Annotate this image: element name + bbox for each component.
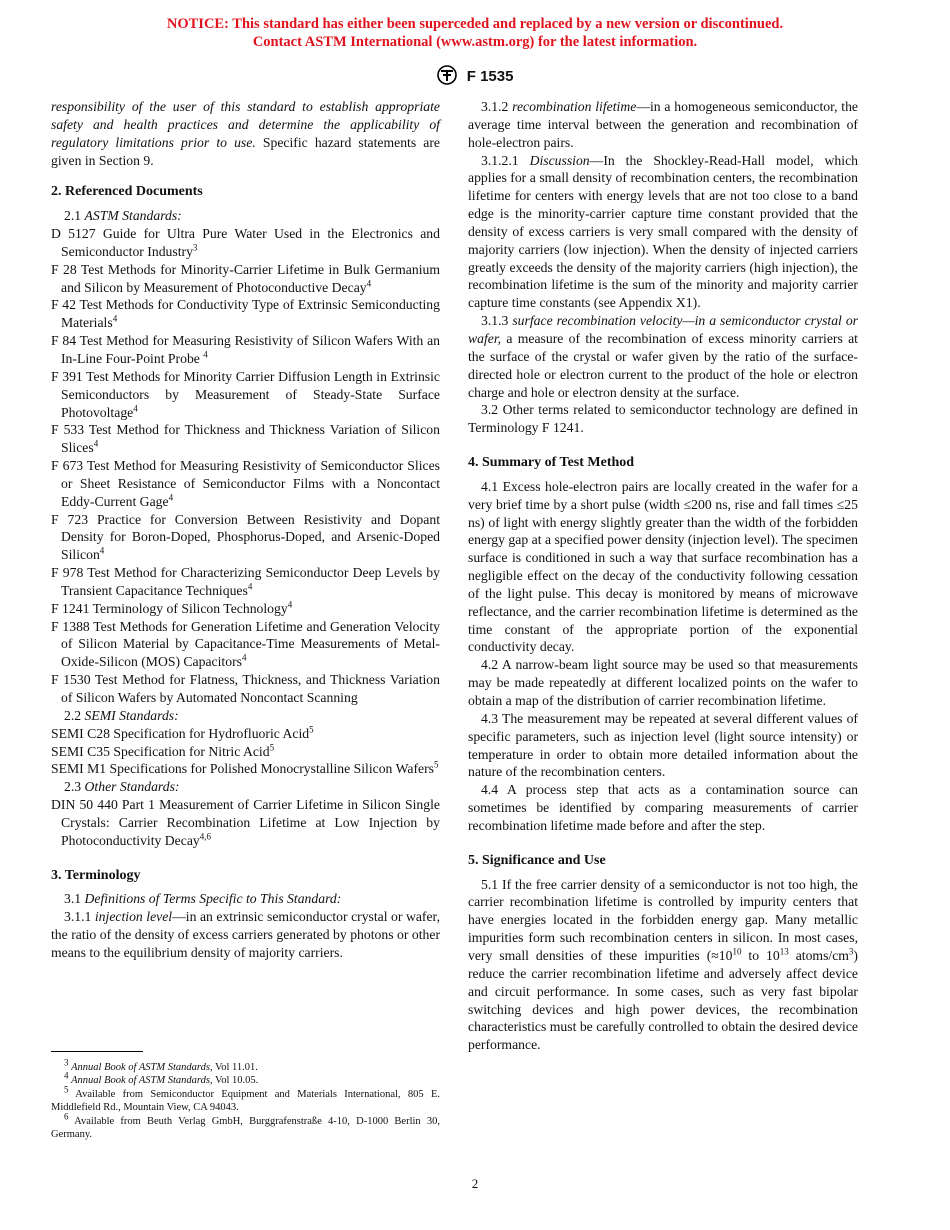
definition-surface-recombination: 3.1.3 surface recombination velocity—in a semiconductor crystal or wafer, a measure of the recombination of excess minority carriers at the surface of the crystal or wafer given by the ratio of the surface-directed hole or electron current to the product of the hole or electron charge and hole or electron density at the surface. [468,313,858,400]
reference-item: SEMI C28 Specification for Hydrofluoric Acid$^5$ [51,724,314,741]
definition-injection-level: 3.1.1 injection level—in an extrinsic semiconductor crystal or wafer, the ratio of the density of excess carriers generated by photons or other means to the equilibrium density of majority carriers. [51,909,440,960]
reference-item: SEMI M1 Specifications for Polished Monocrystalline Silicon Wafers$^5$ [51,759,439,777]
astm-logo-icon [437,65,457,89]
right-column [468,98,858,1054]
reference-item: F 28 Test Methods for Minority-Carrier Lifetime in Bulk Germanium and Silicon by Measurement of Photoconductive Decay$^4$ [51,261,440,295]
intro-paragraph: responsibility of the user of this standard to establish appropriate safety and health practices and determine the applicability of regulatory limitations prior to use. Specific hazard statements are given in Section 9. [51,99,440,168]
semi-reference-list [51,725,440,779]
notice-banner [0,15,950,51]
reference-item: F 723 Practice for Conversion Between Resistivity and Dopant Density for Boron-Doped, Phosphorus-Doped, and Arsenic-Doped Silicon$^4$ [51,511,440,563]
notice-line-1: NOTICE: This standard has either been superceded and replaced by a new version or discontinued. [166,16,784,32]
section-3-heading: 3. Terminology [51,867,141,883]
reference-item: F 1530 Test Method for Flatness, Thickness, and Thickness Variation of Silicon Wafers by Automated Noncontact Scanning [51,672,440,705]
paragraph-4-4: 4.4 A process step that acts as a contamination source can sometimes be identified by comparing measurements of carrier recombination lifetime made before and after the step. [468,782,858,833]
subsection-2-3: 2.3 Other Standards: [64,779,180,795]
footnote-item: $^5$ Available from Semiconductor Equipment and Materials International, 805 E. Middlefield Rd., Mountain View, CA 94043. [51,1084,441,1114]
reference-item: F 391 Test Methods for Minority Carrier Diffusion Length in Extrinsic Semiconductors by Measurement of Steady-State Surface Photovoltage$^4$ [51,368,440,420]
reference-item: F 1388 Test Methods for Generation Lifetime and Generation Velocity of Silicon Material by Capacitance-Time Measurements of Metal-Oxide-Silicon (MOS) Capacitors$^4$ [51,618,440,670]
footnote-item: $^3$ Annual Book of ASTM Standards, Vol 11.01. [64,1057,258,1073]
paragraph-4-1: 4.1 Excess hole-electron pairs are locally created in the wafer for a very brief time by a short pulse (width ≤200 ns, rise and fall times ≤25 ns) of light with energy slightly greater than the width of the forbidden energy gap at a specified power density (injection level). The specimen surface is conditioned in such a way that surface recombination has a negligible effect on the decay of the conductivity following cessation of the light pulse. This decay is monitored by means of microwave reflectance, and the carrier recombination lifetime is determined as the time constant of the appropriate portion of the exponential conductivity decay. [468,478,858,655]
section-2-heading: 2. Referenced Documents [51,184,203,200]
footnote-rule [51,1051,143,1052]
reference-item: D 5127 Guide for Ultra Pure Water Used in the Electronics and Semiconductor Industry$^3$ [51,226,440,259]
reference-item: F 533 Test Method for Thickness and Thickness Variation of Silicon Slices$^4$ [51,422,440,456]
footnotes [51,1057,441,1141]
reference-item: F 978 Test Method for Characterizing Semiconductor Deep Levels by Transient Capacitance Techniques$^4$ [51,565,440,598]
definition-recombination-lifetime: 3.1.2 recombination lifetime—in a homogeneous semiconductor, the average time interval between the generation and recombination of hole-electron pairs. [468,99,859,150]
reference-item: F 42 Test Methods for Conductivity Type of Extrinsic Semiconducting Materials$^4$ [51,297,440,331]
reference-item: F 84 Test Method for Measuring Resistivity of Silicon Wafers With an In-Line Four-Point Probe $^4$ [51,333,440,366]
left-column [51,98,440,962]
paragraph-3-2: 3.2 Other terms related to semiconductor technology are defined in Terminology F 1241. [468,402,858,436]
paragraph-4-3: 4.3 The measurement may be repeated at several different values of specific parameters, such as injection level (light source intensity) or temperature in order to obtain more detailed information about the nature of the recombination centers. [468,710,858,780]
subsection-2-1: 2.1 ASTM Standards: [64,208,182,224]
astm-reference-list [51,225,440,707]
footnote-item: $^4$ Annual Book of ASTM Standards, Vol 10.05. [64,1070,259,1087]
reference-item: SEMI C35 Specification for Nitric Acid$^5$ [51,741,275,759]
discussion-paragraph: 3.1.2.1 Discussion—In the Shockley-Read-Hall model, which applies for a small density of recombination centers, the recombination lifetime for centers with energy levels that are not too close to a band edge is the minority-carrier capture time constant provided that the density of excess carriers is very small compared with the density of majority carriers (low injection). When the density of injected carriers greatly exceeds the density of the majority carriers (high injection), the recombination lifetime is the sum of the minority and majority carrier capture time constants (see Appendix X1). [468,152,858,311]
other-reference-list [51,796,440,850]
page-header [0,65,950,89]
reference-item: F 673 Test Method for Measuring Resistivity of Semiconductor Slices or Sheet Resistance of Semiconductor Films with a Noncontact Eddy-Current Gage$^4$ [51,458,440,509]
subsection-3-1: 3.1 Definitions of Terms Specific to This Standard: [64,891,342,907]
page-number: 2 [471,1176,479,1191]
reference-item: DIN 50 440 Part 1 Measurement of Carrier Lifetime in Silicon Single Crystals: Carrier Recombination Lifetime at Low Injection by Photoconductivity Decay$^{4,6}$ [51,797,440,848]
paragraph-4-2: 4.2 A narrow-beam light source may be used so that measurements may be made repeatedly at different localized points on the wafer to obtain a map of the distribution of carrier recombination lifetime. [468,657,858,708]
paragraph-5-1: 5.1 If the free carrier density of a semiconductor is not too high, the carrier recombination lifetime is controlled by impurity centers that have energies located in the forbidden energy gap. Many metallic impurities form such recombination centers in silicon. In most cases, very small densities of these impurities ($\approx 10^{10}$ to $10^{13}$ atoms/$cm^3$) reduce the carrier recombination lifetime and adversely affect device and circuit performance. In some cases, such as very fast bipolar switching devices and high power devices, the recombination characteristics must be carefully controlled to obtain the desired device performance. [468,876,858,1053]
section-5-heading: 5. Significance and Use [468,852,606,868]
footnote-item: $^6$ Available from Beuth Verlag GmbH, Burggrafenstraße 4-10, D-1000 Berlin 30, Germany. [51,1111,441,1141]
designation: F 1535 [466,67,514,85]
subsection-2-2: 2.2 SEMI Standards: [64,707,179,723]
reference-item: F 1241 Terminology of Silicon Technology$^4$ [51,599,293,616]
section-4-heading: 4. Summary of Test Method [468,455,635,471]
notice-line-2: Contact ASTM International (www.astm.org) for the latest information. [252,34,698,50]
